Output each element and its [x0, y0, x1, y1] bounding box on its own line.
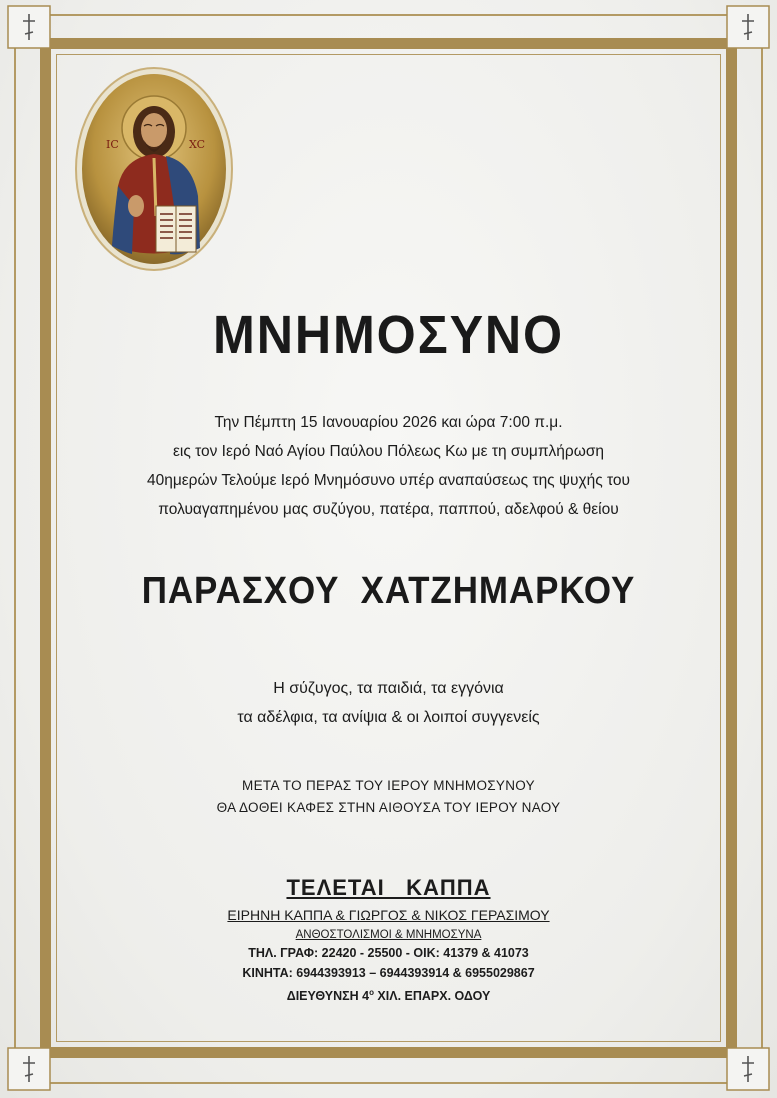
page-title: ΜΝΗΜΟΣΥΝΟ [213, 305, 564, 365]
funeral-home-address [70, 983, 707, 1007]
coffee-line: ΘΑ ΔΟΘΕΙ ΚΑΦΕΣ ΣΤΗΝ ΑΙΘΟΥΣΑ ΤΟΥ ΙΕΡΟΥ ΝΑΟΥ [216, 800, 561, 815]
funeral-home-owners: ΕΙΡΗΝΗ ΚΑΠΠΑ & ΓΙΩΡΓΟΣ & ΝΙΚΟΣ ΓΕΡΑΣΙΜΟΥ [227, 907, 550, 923]
family-line: τα αδέλφια, τα ανίψια & οι λοιποί συγγενείς [237, 709, 540, 726]
announcement-text [70, 408, 707, 524]
deceased-name: ΠΑΡΑΣΧΟΥ ΧΑΤΖΗΜΑΡΚΟΥ [141, 570, 636, 612]
announcement-line: Την Πέμπτη 15 Ιανουαρίου 2026 και ώρα 7:00 π.μ. [214, 414, 563, 431]
family-line: Η σύζυγος, τα παιδιά, τα εγγόνια [273, 680, 504, 697]
announcement-line: 40ημερών Τελούμε Ιερό Μνημόσυνο υπέρ αναπαύσεως της ψυχής του [146, 472, 631, 489]
coffee-line: ΜΕΤΑ ΤΟ ΠΕΡΑΣ ΤΟΥ ΙΕΡΟΥ ΜΝΗΜΟΣΥΝΟΥ [242, 778, 535, 793]
funeral-home-footer [70, 874, 707, 1007]
cross-corner-icon [6, 4, 52, 50]
address-sup: ο [369, 988, 374, 997]
funeral-home-phone: ΤΗΛ. ΓΡΑΦ: 22420 - 25500 - ΟΙΚ: 41379 & 41073 [248, 946, 529, 960]
cross-corner-icon [6, 1046, 52, 1092]
announcement-line: πολυαγαπημένου μας συζύγου, πατέρα, παππού, αδελφού & θείου [158, 501, 619, 518]
funeral-home-services: ΑΝΘΟΣΤΟΛΙΣΜΟΙ & ΜΝΗΜΟΣΥΝΑ [295, 929, 482, 941]
announcement-line: εις τον Ιερό Ναό Αγίου Παύλου Πόλεως Κω με τη συμπλήρωση [172, 443, 605, 460]
address-prefix: ΔΙΕΥΘΥΝΣΗ 4 [286, 989, 370, 1004]
address-suffix: ΧΙΛ. ΕΠΑΡΧ. ΟΔΟΥ [373, 989, 491, 1004]
family-signature [70, 674, 707, 732]
funeral-home-name: ΤΕΛΕΤΑΙ ΚΑΠΠΑ [286, 875, 491, 900]
funeral-home-mobile: ΚΙΝΗΤΑ: 6944393913 – 6944393914 & 6955029867 [242, 965, 535, 980]
svg-text:XC: XC [189, 138, 206, 151]
svg-text:IC: IC [106, 138, 119, 151]
coffee-notice [70, 775, 707, 819]
cross-corner-icon [725, 1046, 771, 1092]
cross-corner-icon [725, 4, 771, 50]
christ-pantocrator-icon [74, 66, 234, 272]
